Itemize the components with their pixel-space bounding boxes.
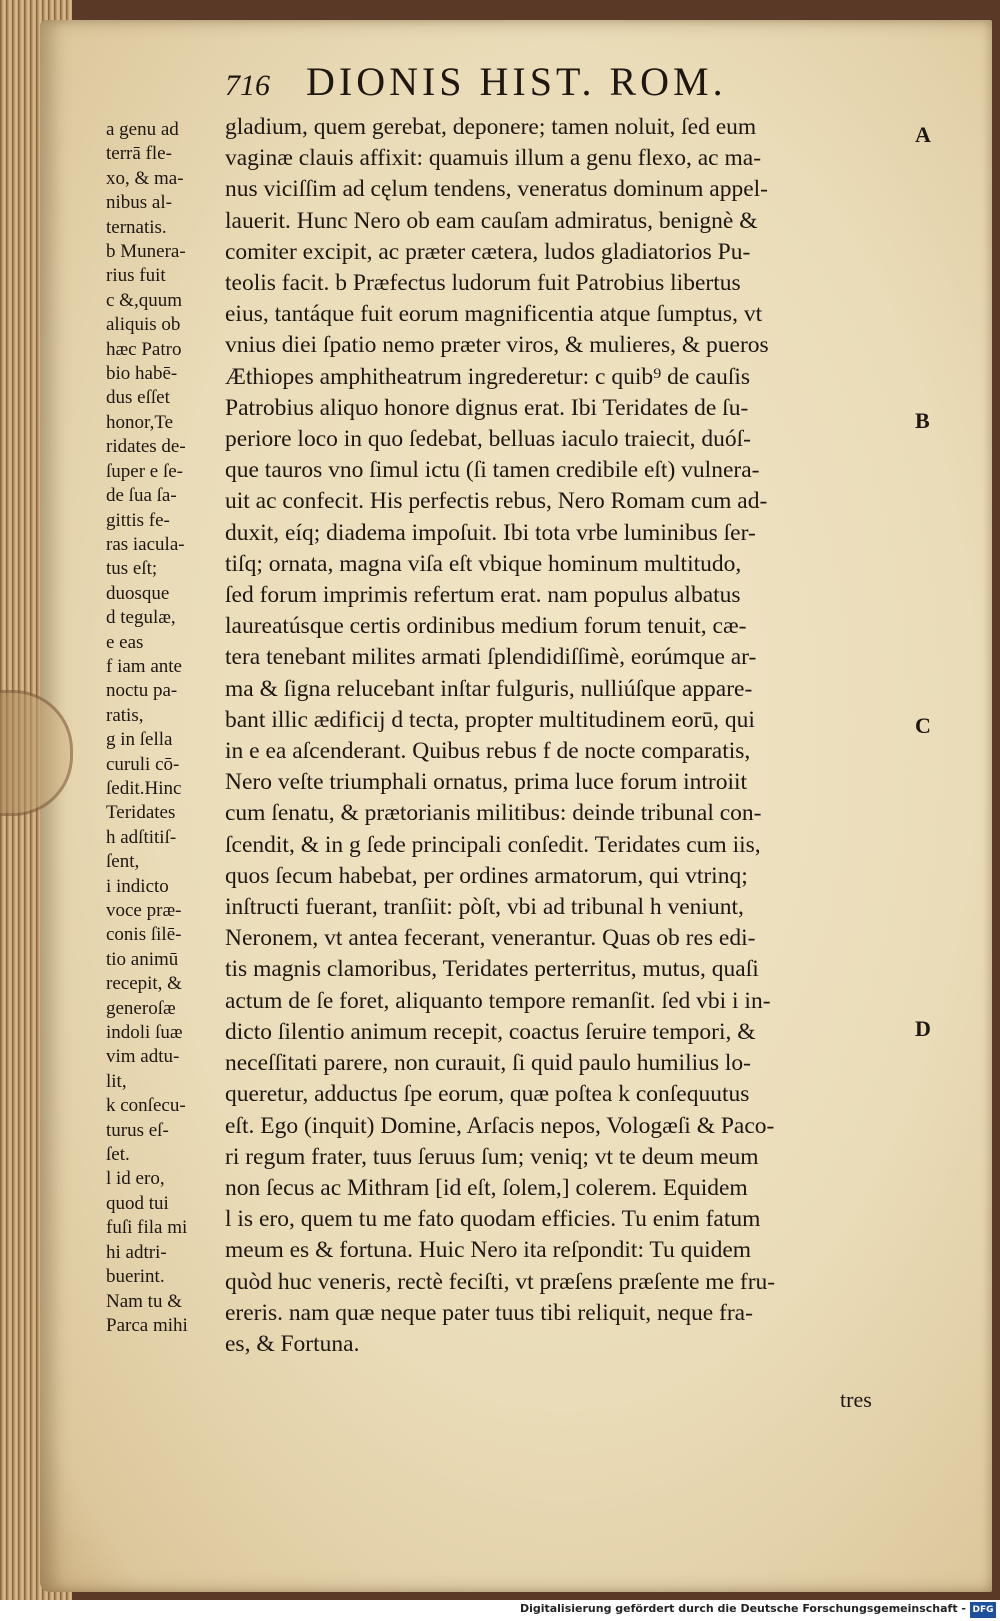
text-line: Neronem, vt antea fecerant, venerantur. Quas ob res edi- [225, 925, 756, 952]
section-marker: C [915, 713, 931, 738]
margin-note-line: generoſæ [106, 997, 176, 1019]
text-line: meum es & fortuna. Huic Nero ita reſpondit: Tu quidem [225, 1237, 752, 1264]
text-line: eius, tantáque fuit eorum magnificentia atque ſumptus, vt [225, 301, 763, 328]
margin-note-line: tio animū [106, 948, 179, 970]
text-line: ereris. nam quæ neque pater tuus tibi reliquit, neque fra- [225, 1299, 753, 1326]
text-line: tis magnis clamoribus, Teridates perterritus, mutus, quaſi [225, 956, 759, 983]
margin-note-line: de ſua ſa- [106, 485, 177, 507]
margin-note-line: xo, & ma- [106, 167, 184, 189]
footer-credit: Digitalisierung gefördert durch die Deutsche Forschungsgemeinschaft - [519, 1602, 966, 1615]
page-number: 716 [225, 69, 270, 102]
margin-notes [106, 118, 218, 1338]
margin-note-line: lit, [106, 1070, 127, 1092]
text-line: quos ſecum habebat, per ordines armatorum, qui vtrinq; [225, 862, 748, 889]
text-line: ſed forum imprimis refertum erat. nam populus albatus [225, 582, 741, 609]
margin-note-line: hæc Patro [106, 338, 182, 360]
text-line: duxit, eíq; diadema impoſuit. Ibi tota vrbe luminibus ſer- [225, 519, 756, 546]
text-line: tera tenebant milites armati ſplendidiſſimè, eorúmque ar- [225, 644, 757, 671]
body-text [225, 112, 915, 1360]
text-line: que tauros vno ſimul ictu (ſi tamen credibile eſt) vulnera- [225, 457, 760, 484]
margin-note-line: vim adtu- [106, 1046, 180, 1068]
text-line: comiter excipit, ac præter cætera, ludos gladiatorios Pu- [225, 238, 751, 265]
margin-note-line: Parca mihi [106, 1314, 188, 1336]
margin-note-line: c &,quum [106, 289, 182, 311]
margin-note-line: gittis fe- [106, 509, 170, 531]
margin-note-line: terrā fle- [106, 143, 172, 165]
text-line: neceſſitati parere, non curauit, ſi quid paulo humilius lo- [225, 1050, 751, 1077]
margin-note-line: l id ero, [106, 1168, 165, 1190]
text-line: vnius diei ſpatio nemo præter viros, & mulieres, & pueros [225, 332, 769, 359]
text-line: dicto ſilentio animum recepit, coactus ſeruire tempori, & [225, 1018, 756, 1045]
text-line: non ſecus ac Mithram [id eſt, ſolem,] colerem. Equidem [225, 1174, 748, 1201]
text-line: Nero veſte triumphali ornatus, prima luce forum introiit [225, 769, 748, 796]
text-line: nus viciſſim ad cęlum tendens, veneratus dominum appel- [225, 176, 768, 203]
margin-note-line: bio habē- [106, 363, 178, 385]
text-line: uit ac confecit. His perfectis rebus, Nero Romam cum ad- [225, 488, 768, 515]
margin-note-line: aliquis ob [106, 314, 181, 336]
section-marker: B [915, 408, 930, 433]
margin-note-line: ras iacula- [106, 533, 185, 555]
margin-note-line: a genu ad [106, 119, 179, 140]
margin-note-line: quod tui [106, 1192, 169, 1214]
margin-note-line: curuli cō- [106, 753, 180, 775]
margin-note-line: tus eſt; [106, 558, 158, 580]
margin-note-line: conis ſilē- [106, 924, 182, 946]
margin-note-line: f iam ante [106, 655, 182, 677]
running-head: DIONIS HIST. ROM. [306, 59, 727, 104]
margin-note-line: ſedit.Hinc [106, 777, 182, 799]
margin-note-line: ridates de- [106, 436, 186, 458]
margin-note-line: rius fuit [106, 265, 166, 287]
text-line: cum ſenatu, & prætorianis militibus: deinde tribunal con- [225, 800, 762, 827]
text-line: inſtructi fuerant, tranſiit: pòſt, vbi ad tribunal h veniunt, [225, 894, 744, 921]
margin-note-line: e eas [106, 631, 144, 653]
section-marker: A [915, 122, 931, 147]
margin-note-line: ternatis. [106, 216, 167, 238]
text-line: ma & ſigna relucebant inſtar fulguris, nulliúſque appare- [225, 675, 753, 702]
text-line: lauerit. Hunc Nero ob eam cauſam admiratus, benignè & [225, 207, 758, 234]
text-line: gladium, quem gerebat, deponere; tamen noluit, ſed eum [225, 114, 757, 140]
margin-note-line: honor,Te [106, 411, 174, 433]
text-line: bant illic ædificij d tecta, propter multitudinem eorū, qui [225, 706, 755, 733]
margin-note-line: ſet. [106, 1144, 130, 1166]
margin-note-line: hi adtri- [106, 1241, 167, 1263]
margin-note-line: g in ſella [106, 729, 173, 751]
section-markers [915, 0, 955, 1600]
margin-note-line: k conſecu- [106, 1095, 186, 1117]
margin-note-line: nibus al- [106, 192, 172, 214]
text-line: ri regum frater, tuus ſeruus ſum; veniq; vt te deum meum [225, 1143, 759, 1170]
dfg-logo: DFG [970, 1602, 996, 1618]
margin-note-line: Nam tu & [106, 1290, 182, 1312]
catchword: tres [840, 1387, 872, 1412]
text-line: es, & Fortuna. [225, 1330, 360, 1357]
margin-note-line: ſent, [106, 851, 140, 873]
text-line: queretur, adductus ſpe eorum, quæ poſtea k conſequutus [225, 1081, 750, 1108]
text-line: periore loco in quo ſedebat, belluas iaculo traiecit, duóſ- [225, 426, 751, 453]
text-line: actum de ſe foret, aliquanto tempore remanſit. ſed vbi i in- [225, 987, 771, 1014]
text-line: in e ea aſcenderant. Quibus rebus f de nocte comparatis, [225, 738, 751, 765]
margin-note-line: fuſi fila mi [106, 1217, 188, 1239]
text-line: Patrobius aliquo honore dignus erat. Ibi Teridates de ſu- [225, 394, 749, 421]
margin-note-line: turus eſ- [106, 1119, 169, 1141]
margin-note-line: noctu pa- [106, 680, 178, 702]
margin-note-line: duosque [106, 582, 170, 604]
digitization-footer [0, 1600, 1000, 1621]
text-line: quòd huc veneris, rectè feciſti, vt præſens præſente me fru- [225, 1268, 776, 1295]
margin-note-line: voce præ- [106, 900, 182, 921]
text-line: eſt. Ego (inquit) Domine, Arſacis nepos, Vologæſi & Paco- [225, 1112, 775, 1139]
margin-note-line: recepit, & [106, 973, 182, 995]
page-header [225, 58, 845, 108]
margin-note-line: h adſtitiſ- [106, 826, 177, 848]
text-line: teolis facit. b Præfectus ludorum fuit Patrobius libertus [225, 270, 741, 297]
text-line: Æthiopes amphitheatrum ingrederetur: c quib⁹ de cauſis [225, 363, 751, 390]
margin-note-line: i indicto [106, 875, 169, 897]
text-line: vaginæ clauis affixit: quamuis illum a genu flexo, ac ma- [225, 145, 762, 172]
margin-note-line: d tegulæ, [106, 607, 176, 629]
margin-note-line: Teridates [106, 802, 176, 824]
section-marker: D [915, 1016, 931, 1041]
text-line: ſcendit, & in g ſede principali conſedit. Teridates cum iis, [225, 831, 761, 858]
margin-note-line: ratis, [106, 704, 144, 726]
margin-note-line: indoli ſuæ [106, 1022, 183, 1044]
margin-note-line: ſuper e ſe- [106, 460, 184, 482]
margin-note-line: b Munera- [106, 241, 186, 263]
text-line: tiſq; ornata, magna viſa eſt vbique hominum multitudo, [225, 550, 742, 577]
text-line: l is ero, quem tu me fato quodam efficies. Tu enim fatum [225, 1206, 761, 1233]
margin-note-line: buerint. [106, 1266, 165, 1288]
margin-note-line: dus eſſet [106, 387, 170, 409]
text-line: laureatúsque certis ordinibus medium forum tenuit, cæ- [225, 613, 747, 640]
